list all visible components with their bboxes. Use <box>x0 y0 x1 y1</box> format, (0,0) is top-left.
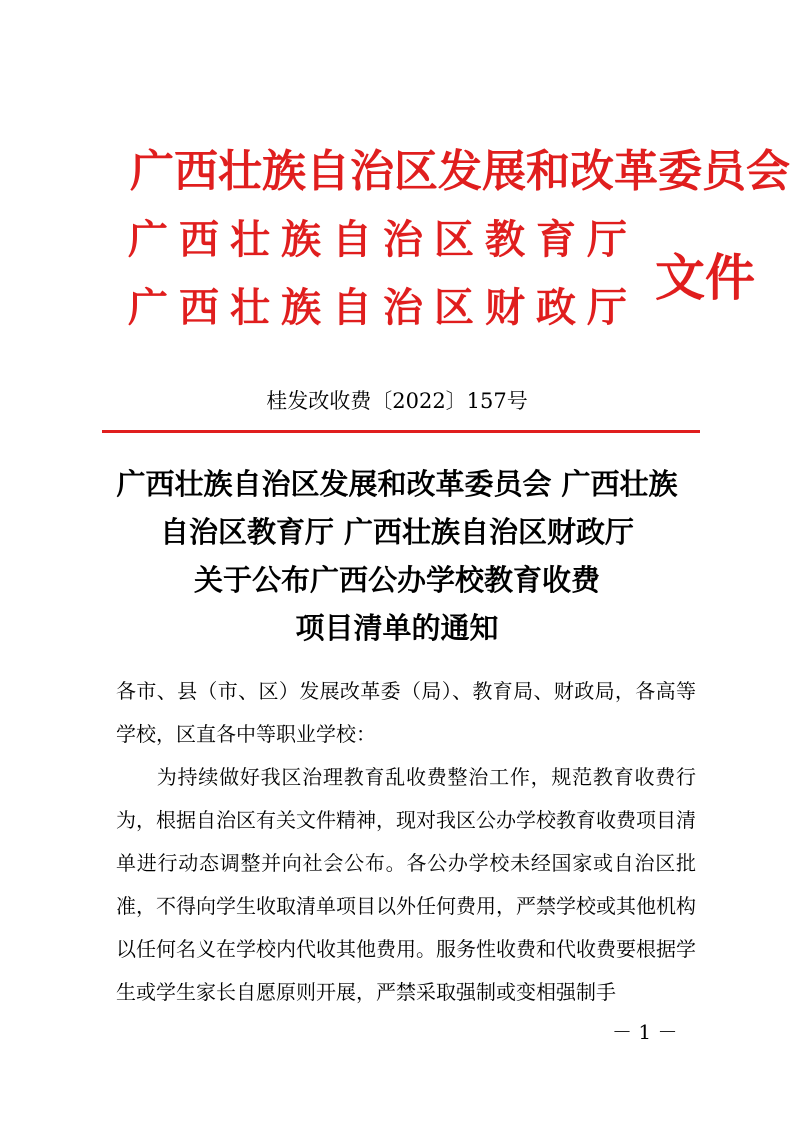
issuer-line-1: 广西壮族自治区发展和改革委员会 <box>130 146 790 197</box>
document-label: 文件 <box>655 248 755 307</box>
title-line-4: 项目清单的通知 <box>295 611 499 645</box>
title-line-1: 广西壮族自治区发展和改革委员会 广西壮族 <box>116 467 678 501</box>
title-line-3: 关于公布广西公办学校教育收费 <box>193 563 600 597</box>
document-number: 桂发改收费〔2022〕157号 <box>266 389 528 413</box>
issuer-line-3: 广西壮族自治区财政厅 <box>128 284 638 331</box>
document-title <box>60 460 734 652</box>
body-paragraph <box>116 756 696 1014</box>
title-line-2: 自治区教育厅 广西壮族自治区财政厅 <box>159 515 635 549</box>
red-separator-rule <box>102 430 700 433</box>
body-paragraph-text: 为持续做好我区治理教育乱收费整治工作，规范教育收费行为，根据自治区有关文件精神，现对我区公办学校教育收费项目清单进行动态调整并向社会公布。各公办学校未经国家或自治区批准，不得向学生收取清单项目以外任何费用，严禁学校或其他机构以任何名义在学校内代收其他费用。服务性收费和代收费要根据学生或学生家长自愿原则开展，严禁采取强制或变相强制手 <box>116 765 696 1004</box>
page-number: － 1 － <box>612 1020 678 1044</box>
issuer-line-2: 广西壮族自治区教育厅 <box>128 216 638 263</box>
salutation: 各市、县（市、区）发展改革委（局）、教育局、财政局，各高等学校，区直各中等职业学校： <box>116 679 696 746</box>
